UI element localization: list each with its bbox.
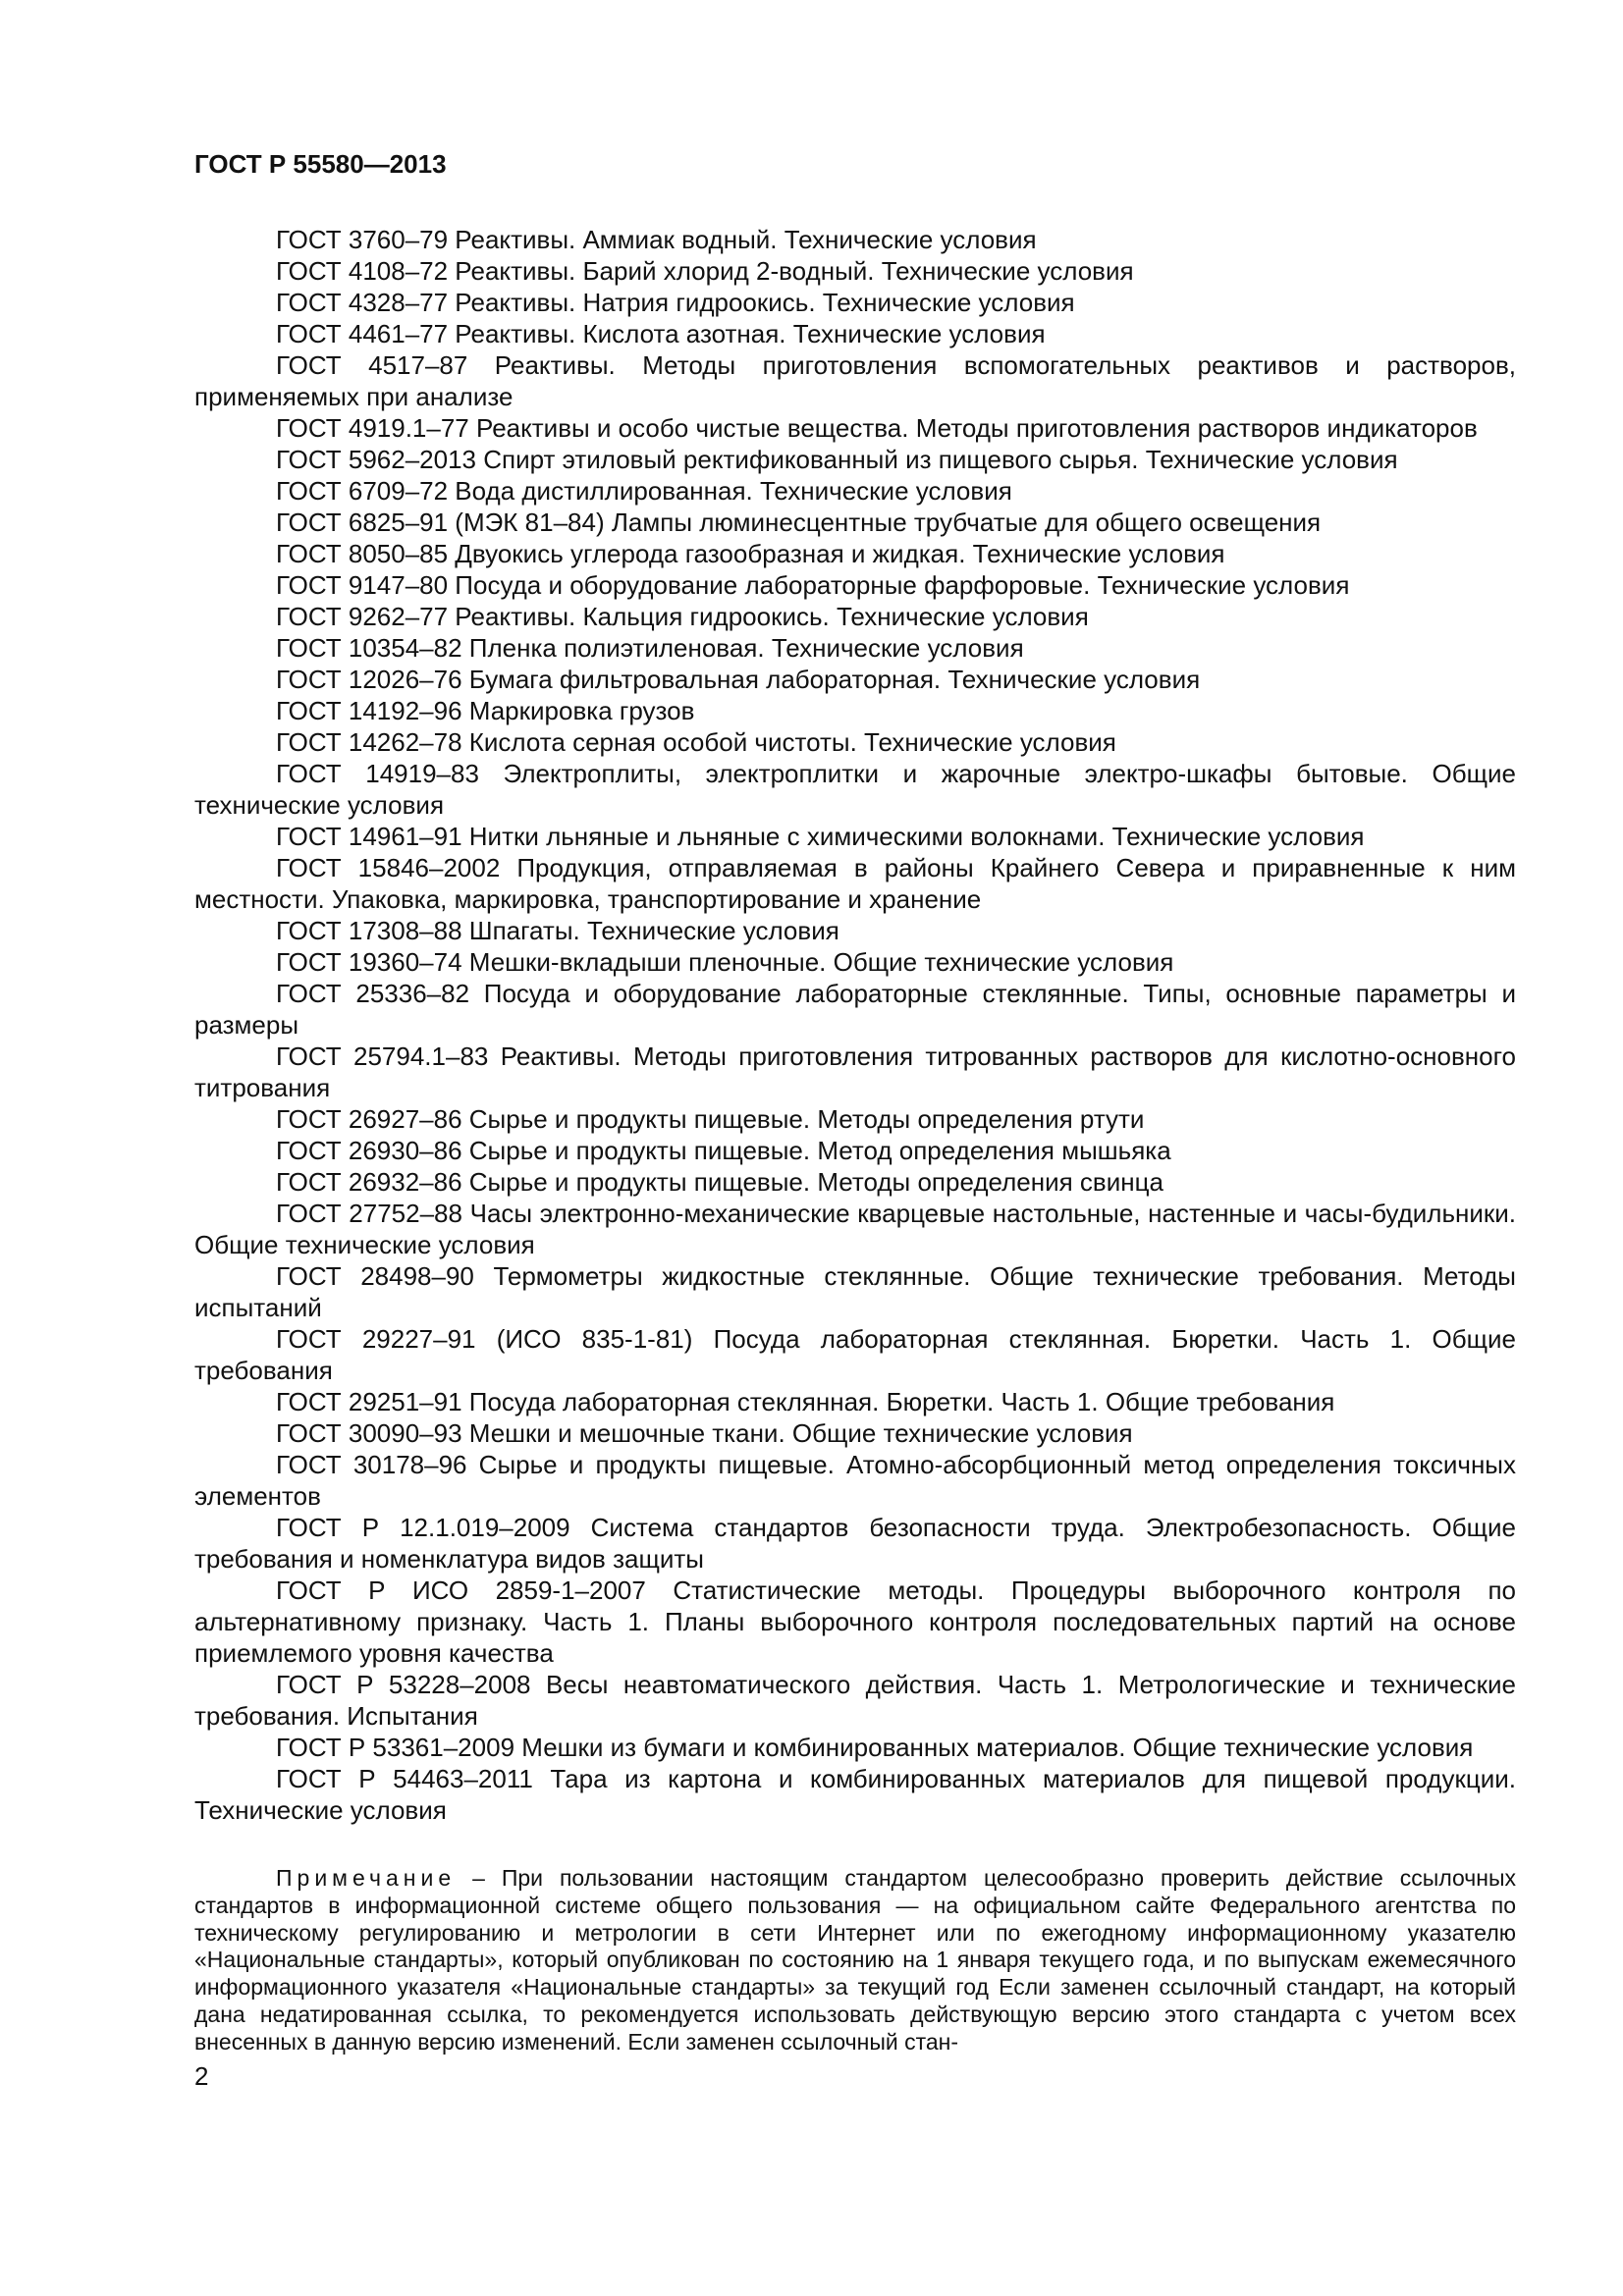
reference-item: ГОСТ Р 53361–2009 Мешки из бумаги и комбинированных материалов. Общие технические условия xyxy=(276,1733,1474,1762)
note-text: – При пользовании настоящим стандартом целесообразно проверить действие ссылочных стандартов в информационной системе общего пользования — на официальном сайте Федерального агентства по техническому регулированию и метрологии в сети Интернет или по ежегодному информационному указателю «Национальные стандарты», который опубликован по состоянию на 1 января текущего года, и по выпускам ежемесячного информационного указателя «Национальные стандарты» за текущий год Если заменен ссылочный стандарт, на который дана недатированная ссылка, то рекомендуется использовать действующую версию этого стандарта с учетом всех внесенных в данную версию изменений. Если заменен ссылочный стан- xyxy=(194,1865,1516,2055)
reference-item: ГОСТ 28498–90 Термометры жидкостные стеклянные. Общие технические требования. Методы испытаний xyxy=(194,1261,1516,1322)
reference-item: ГОСТ 6825–91 (МЭК 81–84) Лампы люминесцентные трубчатые для общего освещения xyxy=(276,507,1322,537)
reference-item: ГОСТ 29227–91 (ИСО 835-1-81) Посуда лабораторная стеклянная. Бюретки. Часть 1. Общие требования xyxy=(194,1324,1516,1385)
reference-item: ГОСТ 5962–2013 Спирт этиловый ректификованный из пищевого сырья. Технические условия xyxy=(276,445,1398,474)
reference-item: ГОСТ 14919–83 Электроплиты, электроплитки и жарочные электро-шкафы бытовые. Общие технические условия xyxy=(194,759,1516,820)
reference-item: ГОСТ 14961–91 Нитки льняные и льняные с химическими волокнами. Технические условия xyxy=(276,822,1365,851)
reference-item: ГОСТ 17308–88 Шпагаты. Технические условия xyxy=(276,916,839,945)
reference-item: ГОСТ 14192–96 Маркировка грузов xyxy=(276,696,695,725)
reference-item: ГОСТ 15846–2002 Продукция, отправляемая в районы Крайнего Севера и приравненные к ним местности. Упаковка, маркировка, транспортирование и хранение xyxy=(194,853,1516,914)
reference-item: ГОСТ Р ИСО 2859-1–2007 Статистические методы. Процедуры выборочного контроля по альтернативному признаку. Часть 1. Планы выборочного контроля последовательных партий на основе приемлемого уровня качества xyxy=(194,1575,1516,1668)
reference-item: ГОСТ 6709–72 Вода дистиллированная. Технические условия xyxy=(276,476,1012,506)
reference-item: ГОСТ 27752–88 Часы электронно-механические кварцевые настольные, настенные и часы-будильники. Общие технические условия xyxy=(194,1199,1516,1259)
reference-item: ГОСТ 26930–86 Сырье и продукты пищевые. Метод определения мышьяка xyxy=(276,1136,1171,1165)
reference-item: ГОСТ 4461–77 Реактивы. Кислота азотная. Технические условия xyxy=(276,319,1046,348)
reference-item: ГОСТ 30090–93 Мешки и мешочные ткани. Общие технические условия xyxy=(276,1418,1133,1448)
reference-item: ГОСТ 4328–77 Реактивы. Натрия гидроокись. Технические условия xyxy=(276,288,1075,317)
reference-item: ГОСТ Р 54463–2011 Тара из картона и комбинированных материалов для пищевой продукции. Технические условия xyxy=(194,1764,1516,1825)
document-page xyxy=(194,147,1516,2092)
normative-references-list xyxy=(194,224,1516,1826)
reference-item: ГОСТ 14262–78 Кислота серная особой чистоты. Технические условия xyxy=(276,727,1116,757)
reference-item: ГОСТ 3760–79 Реактивы. Аммиак водный. Технические условия xyxy=(276,225,1037,254)
reference-item: ГОСТ 10354–82 Пленка полиэтиленовая. Технические условия xyxy=(276,633,1024,663)
reference-item: ГОСТ 8050–85 Двуокись углерода газообразная и жидкая. Технические условия xyxy=(276,539,1225,568)
reference-item: ГОСТ 25794.1–83 Реактивы. Методы приготовления титрованных растворов для кислотно-основного титрования xyxy=(194,1041,1516,1102)
reference-item: ГОСТ 30178–96 Сырье и продукты пищевые. Атомно-абсорбционный метод определения токсичных элементов xyxy=(194,1450,1516,1511)
page-number: 2 xyxy=(194,2060,209,2091)
reference-item: ГОСТ 25336–82 Посуда и оборудование лабораторные стеклянные. Типы, основные параметры и размеры xyxy=(194,979,1516,1040)
note-paragraph xyxy=(194,1865,1516,2056)
reference-item: ГОСТ 19360–74 Мешки-вкладыши пленочные. Общие технические условия xyxy=(276,947,1174,977)
reference-item: ГОСТ 26927–86 Сырье и продукты пищевые. Методы определения ртути xyxy=(276,1104,1145,1134)
reference-item: ГОСТ Р 12.1.019–2009 Система стандартов безопасности труда. Электробезопасность. Общие требования и номенклатура видов защиты xyxy=(194,1513,1516,1574)
reference-item: ГОСТ Р 53228–2008 Весы неавтоматического действия. Часть 1. Метрологические и технические требования. Испытания xyxy=(194,1670,1516,1731)
reference-item: ГОСТ 4108–72 Реактивы. Барий хлорид 2-водный. Технические условия xyxy=(276,256,1134,286)
reference-item: ГОСТ 9262–77 Реактивы. Кальция гидроокись. Технические условия xyxy=(276,602,1089,631)
note-label: Примечание xyxy=(276,1865,457,1891)
document-header: ГОСТ Р 55580—2013 xyxy=(194,149,447,179)
reference-item: ГОСТ 12026–76 Бумага фильтровальная лабораторная. Технические условия xyxy=(276,665,1201,694)
reference-item: ГОСТ 4919.1–77 Реактивы и особо чистые вещества. Методы приготовления растворов индикаторов xyxy=(276,413,1478,443)
reference-item: ГОСТ 9147–80 Посуда и оборудование лабораторные фарфоровые. Технические условия xyxy=(276,570,1350,600)
reference-item: ГОСТ 4517–87 Реактивы. Методы приготовления вспомогательных реактивов и растворов, применяемых при анализе xyxy=(194,350,1516,411)
reference-item: ГОСТ 29251–91 Посуда лабораторная стеклянная. Бюретки. Часть 1. Общие требования xyxy=(276,1387,1335,1416)
reference-item: ГОСТ 26932–86 Сырье и продукты пищевые. Методы определения свинца xyxy=(276,1167,1163,1197)
